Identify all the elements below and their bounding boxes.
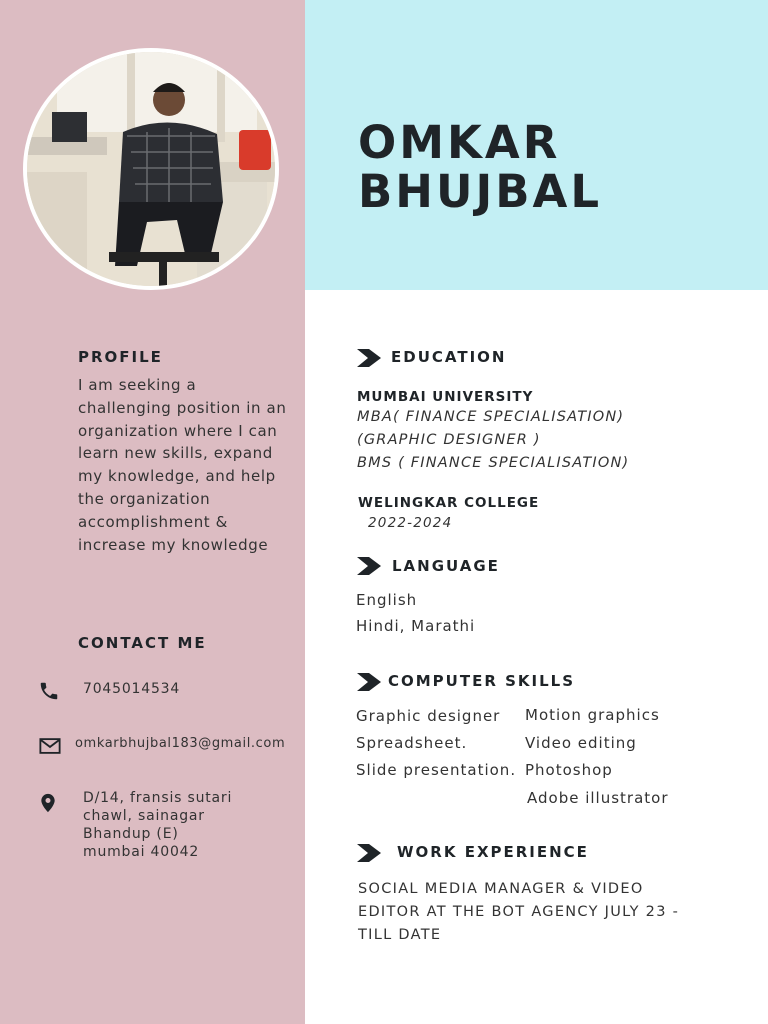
profile-heading: PROFILE — [78, 348, 163, 366]
work-experience-text: SOCIAL MEDIA MANAGER & VIDEO EDITOR AT THE BOT AGENCY JULY 23 - TILL DATE — [358, 881, 680, 943]
work-heading: WORK EXPERIENCE — [397, 843, 589, 861]
phone-icon — [38, 680, 60, 702]
education-line: MBA( FINANCE SPECIALISATION) — [357, 409, 625, 425]
chevron-arrow-icon — [357, 673, 381, 691]
contact-address-row — [38, 790, 232, 861]
college-years: 2022-2024 — [368, 515, 453, 531]
language-item: English — [356, 591, 418, 609]
address-line: chawl, sainagar — [83, 808, 205, 824]
skill-item: Photoshop — [525, 761, 613, 779]
contact-email-row — [38, 735, 285, 757]
email-address[interactable]: omkarbhujbal183@gmail.com — [75, 736, 286, 751]
skill-item: Slide presentation. — [356, 761, 517, 779]
skills-heading: COMPUTER SKILLS — [388, 672, 576, 690]
university-name: MUMBAI UNIVERSITY — [357, 389, 534, 405]
language-heading: LANGUAGE — [392, 557, 500, 575]
last-name: BHUJBAL — [358, 165, 603, 218]
address-line: D/14, fransis sutari — [83, 790, 233, 806]
chevron-arrow-icon — [357, 557, 381, 575]
phone-number[interactable]: 7045014534 — [83, 681, 181, 697]
education-heading: EDUCATION — [391, 348, 507, 366]
skill-item: Motion graphics — [525, 706, 660, 724]
address-line: Bhandup (E) — [83, 826, 179, 842]
chevron-arrow-icon — [357, 844, 381, 862]
address-block — [83, 789, 232, 861]
contact-phone-row — [38, 680, 180, 702]
candidate-name — [358, 118, 602, 216]
first-name: OMKAR — [358, 116, 561, 169]
education-line: BMS ( FINANCE SPECIALISATION) — [357, 455, 630, 471]
contact-heading: CONTACT ME — [78, 634, 207, 652]
person-photo-icon — [27, 52, 275, 286]
skill-item: Graphic designer — [356, 707, 501, 725]
chevron-arrow-icon — [357, 349, 381, 367]
skill-item: Spreadsheet. — [356, 734, 468, 752]
education-line: (GRAPHIC DESIGNER ) — [357, 432, 541, 448]
address-line: mumbai 40042 — [83, 844, 200, 860]
skill-item: Adobe illustrator — [527, 789, 669, 807]
college-name: WELINGKAR COLLEGE — [358, 495, 540, 511]
language-item: Hindi, Marathi — [356, 617, 476, 635]
profile-photo — [23, 48, 279, 290]
profile-text: I am seeking a challenging position in an organization where I can learn new skills, expand my knowledge, and help the organization accomplishment & increase my knowledge — [78, 376, 287, 554]
skill-item: Video editing — [525, 734, 637, 752]
mail-icon — [38, 735, 62, 757]
location-pin-icon — [38, 790, 58, 816]
